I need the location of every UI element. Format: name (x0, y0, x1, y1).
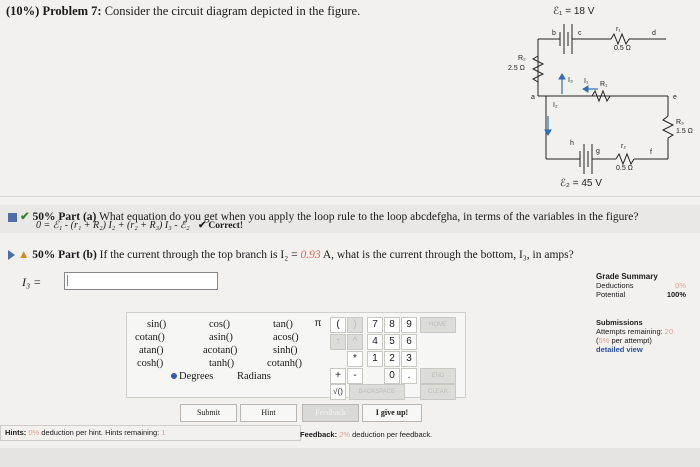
warning-icon: ▲ (18, 249, 30, 261)
node-b-label: b (552, 30, 556, 37)
expand-arrow-icon[interactable] (8, 250, 15, 260)
feedback-button[interactable]: Feedback (302, 404, 359, 422)
r1-symbol: r₁ (616, 26, 621, 33)
submissions-panel: Submissions Attempts remaining: 20 (5% per attempt) detailed view (596, 318, 691, 354)
deductions-label: Deductions (596, 281, 634, 290)
backspace-button[interactable]: BACKSPACE (349, 384, 405, 400)
hint-button[interactable]: Hint (240, 404, 297, 422)
caret-button[interactable]: ^ (347, 334, 363, 350)
R1-symbol: R₁ (600, 81, 608, 88)
feedback-label: Feedback: (300, 430, 338, 439)
r1-value: 0.5 Ω (614, 45, 631, 52)
node-h-label: h (570, 140, 574, 147)
fn-cotanh[interactable]: cotanh() (267, 358, 302, 369)
part-b-question (8, 249, 574, 261)
page-footer (0, 448, 700, 467)
digit-4-button[interactable]: 4 (367, 334, 383, 350)
section-divider (0, 196, 700, 197)
node-f-label: f (650, 149, 652, 156)
fn-acos[interactable]: acos() (273, 332, 299, 343)
answer-label: I₃ = (22, 275, 42, 289)
hints-text: deduction per hint. Hints remaining: (41, 428, 160, 437)
feedback-text: deduction per feedback. (352, 430, 433, 439)
digit-0-button[interactable]: 0 (384, 368, 400, 384)
radians-option[interactable]: Radians (237, 371, 271, 382)
r2-symbol: r₂ (621, 143, 627, 150)
pi-button[interactable]: π (314, 318, 322, 329)
checkmark-icon: ✔ (20, 211, 30, 223)
per-attempt-text: per attempt) (611, 336, 652, 345)
attempts-label: Attempts remaining: (596, 327, 663, 336)
R2-symbol: R₂ (518, 55, 526, 62)
part-b-question-prefix: If the current through the top branch is I₂ = (99, 249, 298, 261)
minus-button[interactable]: - (347, 368, 363, 384)
digit-2-button[interactable]: 2 (384, 351, 400, 367)
digit-6-button[interactable]: 6 (401, 334, 417, 350)
attempts-value: 20 (664, 327, 674, 336)
i3-label: I₃ (568, 77, 573, 84)
grade-summary (596, 272, 686, 299)
submissions-title: Submissions (596, 318, 643, 327)
part-a-weight: 50% (32, 211, 56, 223)
digit-9-button[interactable]: 9 (401, 317, 417, 333)
i1-label: I₁ (584, 78, 589, 85)
part-a-answer: 0 = ℰ₁ - (r₁ + R₂) I₂ + (r₂ + R₃) I₃ - ℰ₂ (36, 220, 190, 231)
part-b-given-value: 0.93 (300, 249, 321, 261)
feedback-pct: 2% (339, 430, 351, 439)
digit-3-button[interactable]: 3 (401, 351, 417, 367)
hints-label: Hints: (5, 428, 27, 437)
hints-remaining: 1 (161, 428, 166, 437)
problem-header (6, 4, 360, 19)
node-g-label: g (596, 148, 600, 155)
problem-number: Problem 7: (42, 4, 102, 18)
lparen-button[interactable]: ( (330, 317, 346, 333)
part-b-weight: 50% (32, 249, 56, 261)
node-e-label: e (673, 94, 677, 101)
fn-cosh[interactable]: cosh() (137, 358, 164, 369)
node-a-label: a (531, 94, 535, 101)
fn-asin[interactable]: asin() (209, 332, 233, 343)
submit-button[interactable]: Submit (180, 404, 237, 422)
collapse-icon[interactable] (8, 213, 17, 222)
plus-button[interactable]: + (330, 368, 346, 384)
radio-selected-icon (171, 373, 177, 379)
digit-5-button[interactable]: 5 (384, 334, 400, 350)
part-b-question-suffix: A, what is the current through the bottom, I₃, in amps? (322, 249, 574, 261)
deductions-value: 0% (675, 281, 686, 290)
hints-bar (0, 425, 301, 441)
part-a-formula (36, 220, 243, 231)
fn-atan[interactable]: atan() (139, 345, 164, 356)
degrees-option[interactable]: Degrees (171, 371, 213, 382)
rparen-button[interactable]: ) (347, 317, 363, 333)
sqrt-button[interactable]: √() (330, 384, 346, 400)
e1-label: ℰ₁ = 18 V (553, 6, 595, 17)
digit-8-button[interactable]: 8 (384, 317, 400, 333)
part-a-label: Part (a) (58, 211, 97, 223)
per-attempt-pct: 5% (598, 336, 610, 345)
digit-7-button[interactable]: 7 (367, 317, 383, 333)
times-button[interactable]: * (347, 351, 363, 367)
r2-value: 0.5 Ω (616, 165, 633, 172)
problem-text: Consider the circuit diagram depicted in the figure. (104, 4, 361, 18)
fn-cos[interactable]: cos() (209, 319, 230, 330)
decimal-button[interactable]: . (401, 368, 417, 384)
correct-status: ✔ Correct! (198, 221, 244, 231)
home-button[interactable]: HOME (420, 317, 456, 333)
up-button[interactable]: ↑ (330, 334, 346, 350)
R2-value: 2.5 Ω (508, 65, 525, 72)
function-keypad (126, 312, 466, 398)
circuit-diagram (498, 4, 698, 194)
fn-acotan[interactable]: acotan() (203, 345, 238, 356)
detailed-view-link[interactable]: detailed view (596, 345, 643, 354)
hints-pct: 0% (28, 428, 40, 437)
answer-input[interactable] (64, 272, 218, 290)
potential-label: Potential (596, 290, 626, 299)
R3-symbol: R₃ (676, 119, 684, 126)
node-d-label: d (652, 30, 656, 37)
end-button[interactable]: END (420, 368, 456, 384)
give-up-button[interactable]: I give up! (362, 404, 422, 422)
clear-button[interactable]: CLEAR (420, 384, 456, 400)
fn-sinh[interactable]: sinh() (273, 345, 298, 356)
text-cursor (67, 275, 68, 286)
feedback-bar (300, 430, 432, 439)
fn-tan[interactable]: tan() (273, 319, 293, 330)
fn-cotan[interactable]: cotan() (135, 332, 165, 343)
fn-tanh[interactable]: tanh() (209, 358, 235, 369)
potential-value: 100% (666, 290, 686, 299)
fn-sin[interactable]: sin() (147, 319, 167, 330)
problem-weight: (10%) (6, 4, 40, 18)
R3-value: 1.5 Ω (676, 128, 693, 135)
part-b-label: Part (b) (58, 249, 97, 261)
e2-label: ℰ₂ = 45 V (560, 178, 602, 189)
i2-label: I₂ (553, 102, 558, 109)
part-a-question-text: What equation do you get when you apply the loop rule to the loop abcdefgha, in terms of the variables in the figure? (99, 211, 639, 223)
node-c-label: c (578, 30, 582, 37)
digit-1-button[interactable]: 1 (367, 351, 383, 367)
grade-summary-title: Grade Summary (596, 272, 658, 281)
